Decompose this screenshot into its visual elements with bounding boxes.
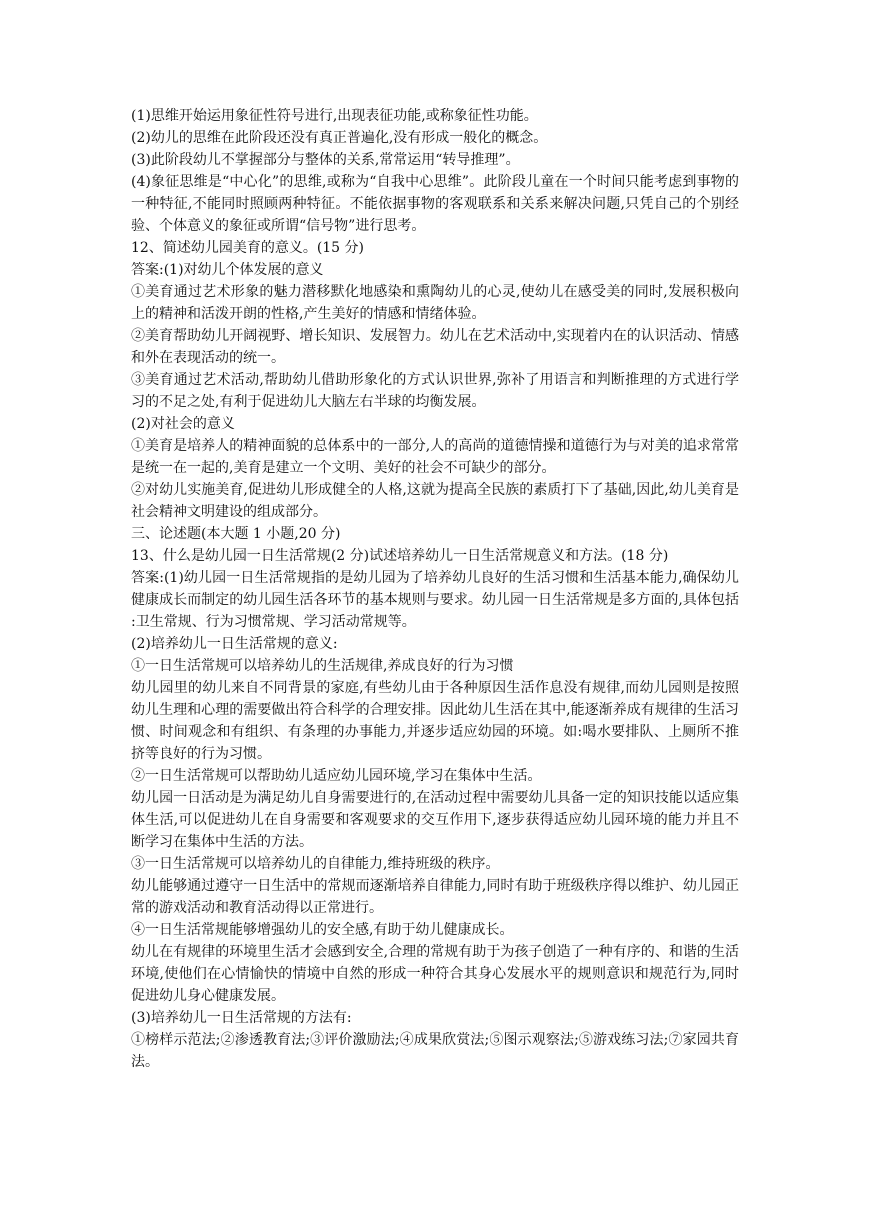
text-paragraph: ③美育通过艺术活动,帮助幼儿借助形象化的方式认识世界,弥补了用语言和判断推理的方式进行学习的不足之处,有利于促进幼儿大脑左右半球的均衡发展。 bbox=[131, 372, 739, 410]
answer-subheading: (2)对社会的意义 bbox=[131, 416, 235, 432]
answer-subheading: 答案:(1)对幼儿个体发展的意义 bbox=[131, 262, 324, 278]
text-line: ④一日生活常规能够增强幼儿的安全感,有助于幼儿健康成长。 bbox=[131, 922, 514, 938]
text-paragraph: (4)象征思维是“中心化”的思维,或称为“自我中心思维”。此阶段儿童在一个时间只能考虑到事物的一种特征,不能同时照顾两种特征。不能依据事物的客观联系和关系来解决问题,只凭自己的个别经验、个体意义的象征或所谓“信号物”进行思考。 bbox=[131, 174, 739, 234]
document-page bbox=[131, 105, 739, 1073]
answer-subheading: (3)培养幼儿一日生活常规的方法有: bbox=[131, 1010, 352, 1026]
text-paragraph: ②美育帮助幼儿开阔视野、增长知识、发展智力。幼儿在艺术活动中,实现着内在的认识活动、情感和外在表现活动的统一。 bbox=[131, 328, 739, 366]
text-paragraph: ①榜样示范法;②渗透教育法;③评价激励法;④成果欣赏法;⑤图示观察法;⑤游戏练习法;⑦家园共育法。 bbox=[131, 1032, 739, 1070]
text-paragraph: ①美育通过艺术形象的魅力潜移默化地感染和熏陶幼儿的心灵,使幼儿在感受美的同时,发展积极向上的精神和活泼开朗的性格,产生美好的情感和情绪体验。 bbox=[131, 284, 739, 322]
question-heading: 13、什么是幼儿园一日生活常规(2 分)试述培养幼儿一日生活常规意义和方法。(18 分) bbox=[131, 548, 669, 564]
text-paragraph: 答案:(1)幼儿园一日生活常规指的是幼儿园为了培养幼儿良好的生活习惯和生活基本能力,确保幼儿健康成长而制定的幼儿园生活各环节的基本规则与要求。幼儿园一日生活常规是多方面的,具体包括:卫生常规、行为习惯常规、学习活动常规等。 bbox=[131, 570, 739, 630]
text-line: ③一日生活常规可以培养幼儿的自律能力,维持班级的秩序。 bbox=[131, 856, 500, 872]
text-paragraph: 幼儿在有规律的环境里生活才会感到安全,合理的常规有助于为孩子创造了一种有序的、和谐的生活环境,使他们在心情愉快的情境中自然的形成一种符合其身心发展水平的规则意识和规范行为,同时促进幼儿身心健康发展。 bbox=[131, 944, 739, 1004]
text-paragraph: 幼儿园一日活动是为满足幼儿自身需要进行的,在活动过程中需要幼儿具备一定的知识技能以适应集体生活,可以促进幼儿在自身需要和客观要求的交互作用下,逐步获得适应幼儿园环境的能力并且不断学习在集体中生活的方法。 bbox=[131, 790, 739, 850]
question-heading: 12、简述幼儿园美育的意义。(15 分) bbox=[131, 240, 365, 256]
answer-subheading: (2)培养幼儿一日生活常规的意义: bbox=[131, 636, 338, 652]
text-line: (2)幼儿的思维在此阶段还没有真正普遍化,没有形成一般化的概念。 bbox=[131, 130, 548, 146]
text-line: ②一日生活常规可以帮助幼儿适应幼儿园环境,学习在集体中生活。 bbox=[131, 768, 542, 784]
text-line: (3)此阶段幼儿不掌握部分与整体的关系,常常运用“转导推理”。 bbox=[131, 152, 520, 168]
text-line: ①一日生活常规可以培养幼儿的生活规律,养成良好的行为习惯 bbox=[131, 658, 514, 674]
text-paragraph: ①美育是培养人的精神面貌的总体系中的一部分,人的高尚的道德情操和道德行为与对美的追求常常是统一在一起的,美育是建立一个文明、美好的社会不可缺少的部分。 bbox=[131, 438, 739, 476]
text-paragraph: ②对幼儿实施美育,促进幼儿形成健全的人格,这就为提高全民族的素质打下了基础,因此,幼儿美育是社会精神文明建设的组成部分。 bbox=[131, 482, 739, 520]
section-heading: 三、论述题(本大题 1 小题,20 分) bbox=[131, 526, 341, 542]
text-paragraph: 幼儿园里的幼儿来自不同背景的家庭,有些幼儿由于各种原因生活作息没有规律,而幼儿园则是按照幼儿生理和心理的需要做出符合科学的合理安排。因此幼儿生活在其中,能逐渐养成有规律的生活习惯、时间观念和有组织、有条理的办事能力,并逐步适应幼园的环境。如:喝水要排队、上厕所不推挤等良好的行为习惯。 bbox=[131, 680, 739, 762]
text-line: (1)思维开始运用象征性符号进行,出现表征功能,或称象征性功能。 bbox=[131, 108, 538, 124]
text-paragraph: 幼儿能够通过遵守一日生活中的常规而逐渐培养自律能力,同时有助于班级秩序得以维护、幼儿园正常的游戏活动和教育活动得以正常进行。 bbox=[131, 878, 739, 916]
